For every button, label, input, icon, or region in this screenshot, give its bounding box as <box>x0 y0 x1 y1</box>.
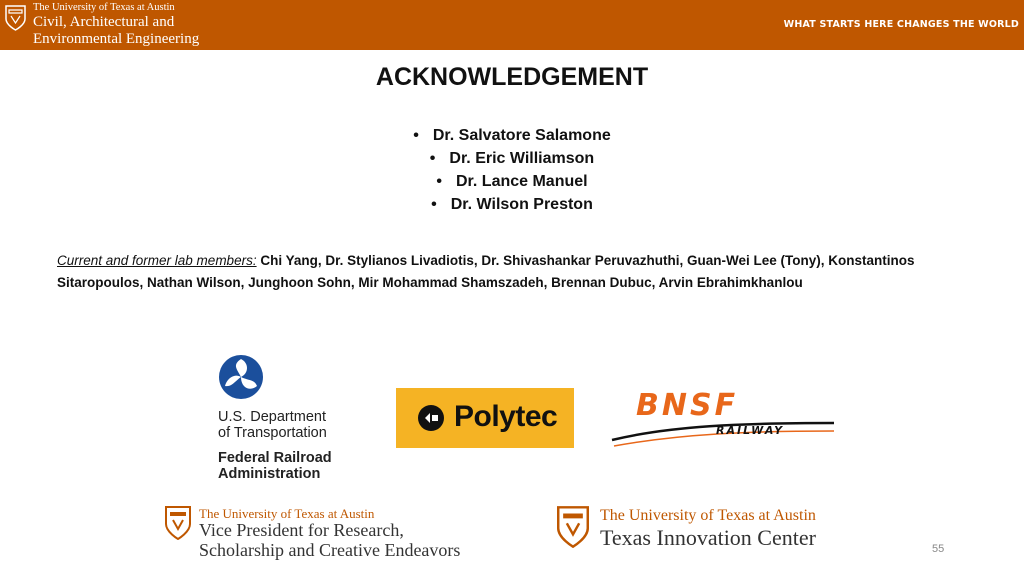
fra-line1: Federal Railroad <box>218 450 332 466</box>
person-name: Dr. Wilson Preston <box>450 196 593 213</box>
ut-vpr-line2: Vice President for Research, <box>199 520 404 540</box>
polytec-mark-icon <box>417 404 445 432</box>
usdot-fra-logo <box>218 354 353 484</box>
slide-title: ACKNOWLEDGEMENT <box>375 63 649 91</box>
header-department-line1: Civil, Architectural and <box>33 14 175 30</box>
list-item <box>0 170 1024 193</box>
ut-vpr-logo <box>165 506 505 562</box>
ut-vpr-university: The University of Texas at Austin <box>199 506 375 521</box>
bullet: • <box>429 150 436 167</box>
bnsf-logo <box>610 390 836 448</box>
acknowledged-people-list <box>0 124 1024 216</box>
header-university: The University of Texas at Austin <box>33 2 175 13</box>
person-name: Dr. Lance Manuel <box>456 173 588 190</box>
ut-tic-logo <box>557 506 867 556</box>
ut-tic-university: The University of Texas at Austin <box>600 507 816 524</box>
bnsf-wordmark: BNSF <box>636 388 739 423</box>
ut-shield-icon <box>165 506 191 540</box>
list-item <box>0 147 1024 170</box>
usdot-triskelion-icon <box>218 354 264 400</box>
usdot-line1: U.S. Department <box>218 409 326 425</box>
person-name: Dr. Eric Williamson <box>449 150 595 167</box>
fra-line2: Administration <box>218 466 321 482</box>
lab-members-names: Chi Yang, Dr. Stylianos Livadiotis, Dr. Shivashankar Peruvazhuthi, Guan-Wei Lee (Tony), Konstantinos Sitaropoulos, Nathan Wilson, Junghoon Sohn, Mir Mohammad Shamszadeh, Brennan Dubuc, Arvin Ebrahimkhanlou <box>57 253 915 290</box>
bullet: • <box>413 127 419 144</box>
person-name: Dr. Salvatore Salamone <box>432 127 611 144</box>
ut-shield-icon <box>5 5 26 31</box>
bnsf-subtext: RAILWAY <box>716 424 785 437</box>
header-department-line2: Environmental Engineering <box>33 31 200 47</box>
bullet: • <box>431 196 437 213</box>
usdot-line2: of Transportation <box>218 425 327 441</box>
polytec-wordmark: Polytec <box>454 400 558 433</box>
header-tagline: WHAT STARTS HERE CHANGES THE WORLD <box>783 19 1019 30</box>
header-text <box>33 2 199 48</box>
list-item <box>0 124 1024 147</box>
ut-tic-name: Texas Innovation Center <box>600 525 816 550</box>
header-bar <box>0 0 1024 50</box>
list-item <box>0 193 1024 216</box>
lab-members-label: Current and former lab members: <box>57 253 257 268</box>
bullet: • <box>436 173 442 190</box>
polytec-logo <box>396 388 574 448</box>
lab-members-paragraph <box>57 250 997 294</box>
ut-vpr-line3: Scholarship and Creative Endeavors <box>199 540 461 560</box>
page-number: 55 <box>932 543 945 555</box>
ut-shield-icon <box>557 506 589 548</box>
